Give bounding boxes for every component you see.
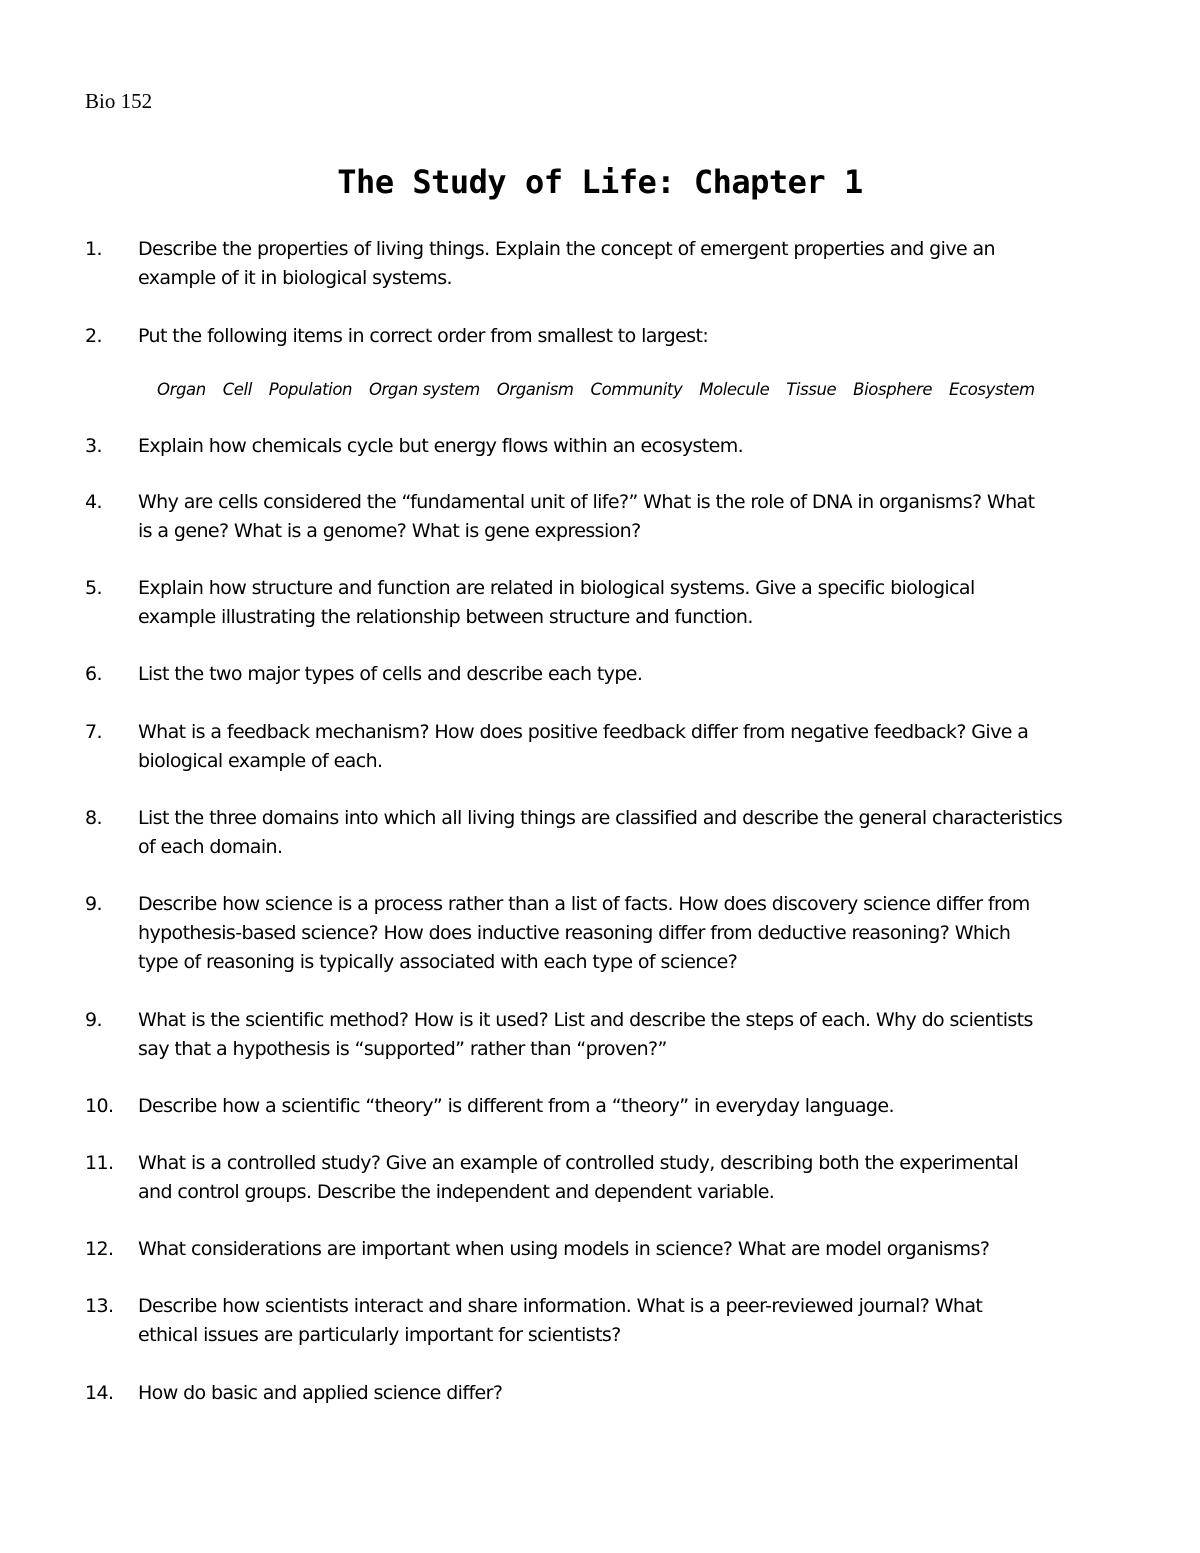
question-text: What is the scientific method? How is it used? List and describe the steps of each. Why do scientists say that a hypothesis is “supported” rather than “proven?” <box>138 1009 1033 1060</box>
question-text: Explain how chemicals cycle but energy flows within an ecosystem. <box>138 435 744 457</box>
question-text: List the three domains into which all living things are classified and describe the general characteristics of each domain. <box>138 807 1063 858</box>
question-number: 2. <box>85 325 102 347</box>
question-text: Describe how science is a process rather than a list of facts. How does discovery science differ from hypothesis-based science? How does inductive reasoning differ from deductive reasoning? Which type of reasoning is typically associated with each type of science? <box>138 893 1030 973</box>
order-items-list <box>157 376 1047 404</box>
question-number: 4. <box>85 491 102 513</box>
order-item: Organism <box>496 380 574 399</box>
question-text: Describe the properties of living things. Explain the concept of emergent properties and give an example of it in biological systems. <box>138 238 995 289</box>
order-item: Population <box>268 380 353 399</box>
question-number: 6. <box>85 663 102 685</box>
course-code: Bio 152 <box>85 89 153 113</box>
question-text: Describe how scientists interact and share information. What is a peer-reviewed journal? What ethical issues are particularly important for scientists? <box>138 1295 983 1346</box>
order-item: Ecosystem <box>949 380 1035 399</box>
order-item: Biosphere <box>853 380 933 399</box>
order-item: Organ <box>157 380 206 399</box>
question-text: What is a feedback mechanism? How does positive feedback differ from negative feedback? Give a biological example of each. <box>138 721 1029 772</box>
question-number: 1. <box>85 238 102 260</box>
question-number: 7. <box>85 721 102 743</box>
question-number: 9. <box>85 1009 102 1031</box>
order-item: Molecule <box>699 380 770 399</box>
order-item: Organ system <box>368 380 480 399</box>
question-text: Why are cells considered the “fundamental unit of life?” What is the role of DNA in organisms? What is a gene? What is a genome? What is gene expression? <box>138 491 1035 542</box>
question-number: 14. <box>85 1382 114 1404</box>
order-item: Community <box>590 380 683 399</box>
question-number: 9. <box>85 893 102 915</box>
order-item: Tissue <box>786 380 837 399</box>
question-text: What considerations are important when using models in science? What are model organisms? <box>138 1238 990 1260</box>
question-number: 11. <box>85 1152 114 1174</box>
question-number: 3. <box>85 435 102 457</box>
question-text: Explain how structure and function are related in biological systems. Give a specific biological example illustrating the relationship between structure and function. <box>138 577 975 628</box>
question-text: Describe how a scientific “theory” is different from a “theory” in everyday language. <box>138 1095 894 1117</box>
page-title: The Study of Life: Chapter 1 <box>337 163 863 201</box>
question-text: What is a controlled study? Give an example of controlled study, describing both the experimental and control groups. Describe the independent and dependent variable. <box>138 1152 1019 1203</box>
question-number: 8. <box>85 807 102 829</box>
question-text: List the two major types of cells and describe each type. <box>138 663 643 685</box>
order-item: Cell <box>222 380 252 399</box>
question-number: 13. <box>85 1295 114 1317</box>
question-number: 10. <box>85 1095 114 1117</box>
question-number: 12. <box>85 1238 114 1260</box>
question-text: Put the following items in correct order from smallest to largest: <box>138 325 709 347</box>
question-number: 5. <box>85 577 102 599</box>
question-text: How do basic and applied science differ? <box>138 1382 503 1404</box>
